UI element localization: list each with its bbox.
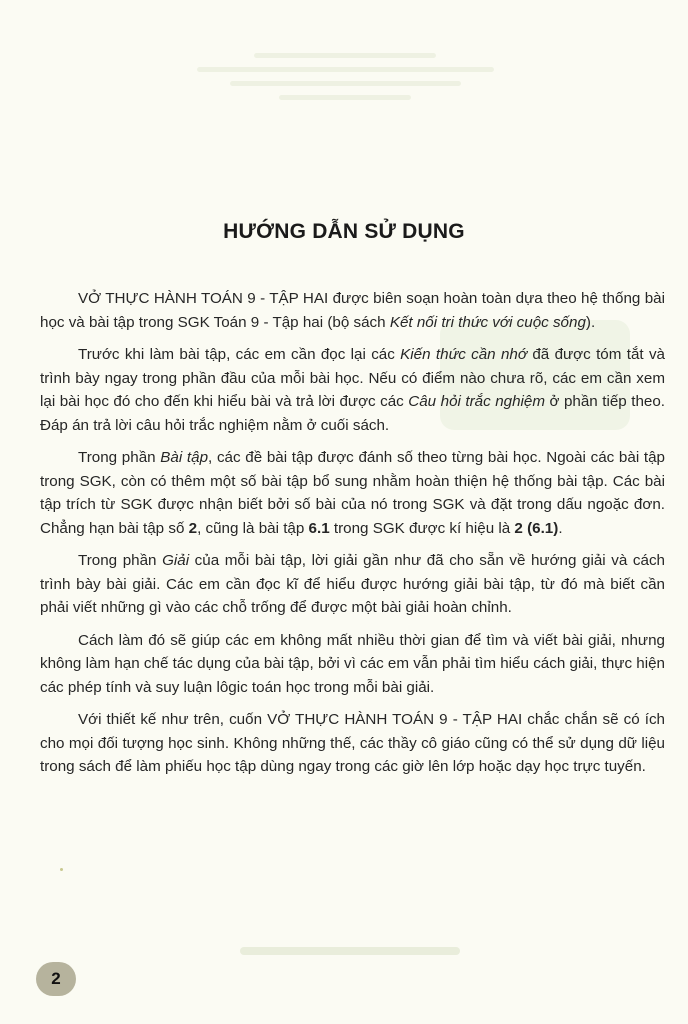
- paragraph-solutions: Trong phần Giải của mỗi bài tập, lời giải gần như đã cho sẵn về hướng giải và cách trình bày bài giải. Các em cần đọc kĩ để hiểu được hướng giải bài tập, từ đó mà biết cần phải viết những gì vào các chỗ trống để được một bài giải hoàn chỉnh.: [40, 552, 665, 616]
- paragraph-conclusion: Với thiết kế như trên, cuốn VỞ THỰC HÀNH TOÁN 9 - TẬP HAI chắc chắn sẽ có ích cho mọi đối tượng học sinh. Không những thế, các thầy cô giáo cũng có thể sử dụng dữ liệu trong sách để làm phiếu học tập dùng ngay trong các giờ lên lớp hoặc dạy học trực tuyến.: [40, 711, 665, 775]
- speck: [60, 868, 63, 871]
- paragraph-method: Cách làm đó sẽ giúp các em không mất nhiều thời gian để tìm và viết bài giải, nhưng không làm hạn chế tác dụng của bài tập, bởi vì các em vẫn phải tìm hiểu cách giải, thực hiện các phép tính và suy luận lôgic toán học trong mỗi bài giải.: [40, 631, 665, 696]
- page-number-badge: [36, 962, 76, 996]
- body-text: [40, 287, 665, 788]
- bleed-through-header: [180, 44, 510, 114]
- bleed-through-footer: [240, 947, 460, 955]
- paragraph-knowledge: Trước khi làm bài tập, các em cần đọc lại các Kiến thức cần nhớ đã được tóm tắt và trình bày ngay trong phần đầu của mỗi bài học. Nếu có điểm nào chưa rõ, các em cần xem lại bài học đó cho đến khi hiểu bài và trả lời được các Câu hỏi trắc nghiệm ở phần tiếp theo. Đáp án trả lời câu hỏi trắc nghiệm nằm ở cuối sách.: [40, 346, 666, 434]
- paragraph-exercises: Trong phần Bài tập, các đề bài tập được đánh số theo từng bài học. Ngoài các bài tập trong SGK, còn có thêm một số bài tập bổ sung nhằm hoàn thiện hệ thống bài tập. Các bài tập trích từ SGK được nhận biết bởi số bài của nó trong SGK và đặt trong dấu ngoặc đơn. Chẳng hạn bài tập số 2, cũng là bài tập 6.1 trong SGK được kí hiệu là 2 (6.1).: [40, 449, 665, 537]
- paragraph-intro: VỞ THỰC HÀNH TOÁN 9 - TẬP HAI được biên soạn hoàn toàn dựa theo hệ thống bài học và bài tập trong SGK Toán 9 - Tập hai (bộ sách Kết nối tri thức với cuộc sống).: [40, 290, 665, 331]
- page-number: 2: [51, 969, 61, 988]
- page-title: HƯỚNG DẪN SỬ DỤNG: [223, 220, 465, 243]
